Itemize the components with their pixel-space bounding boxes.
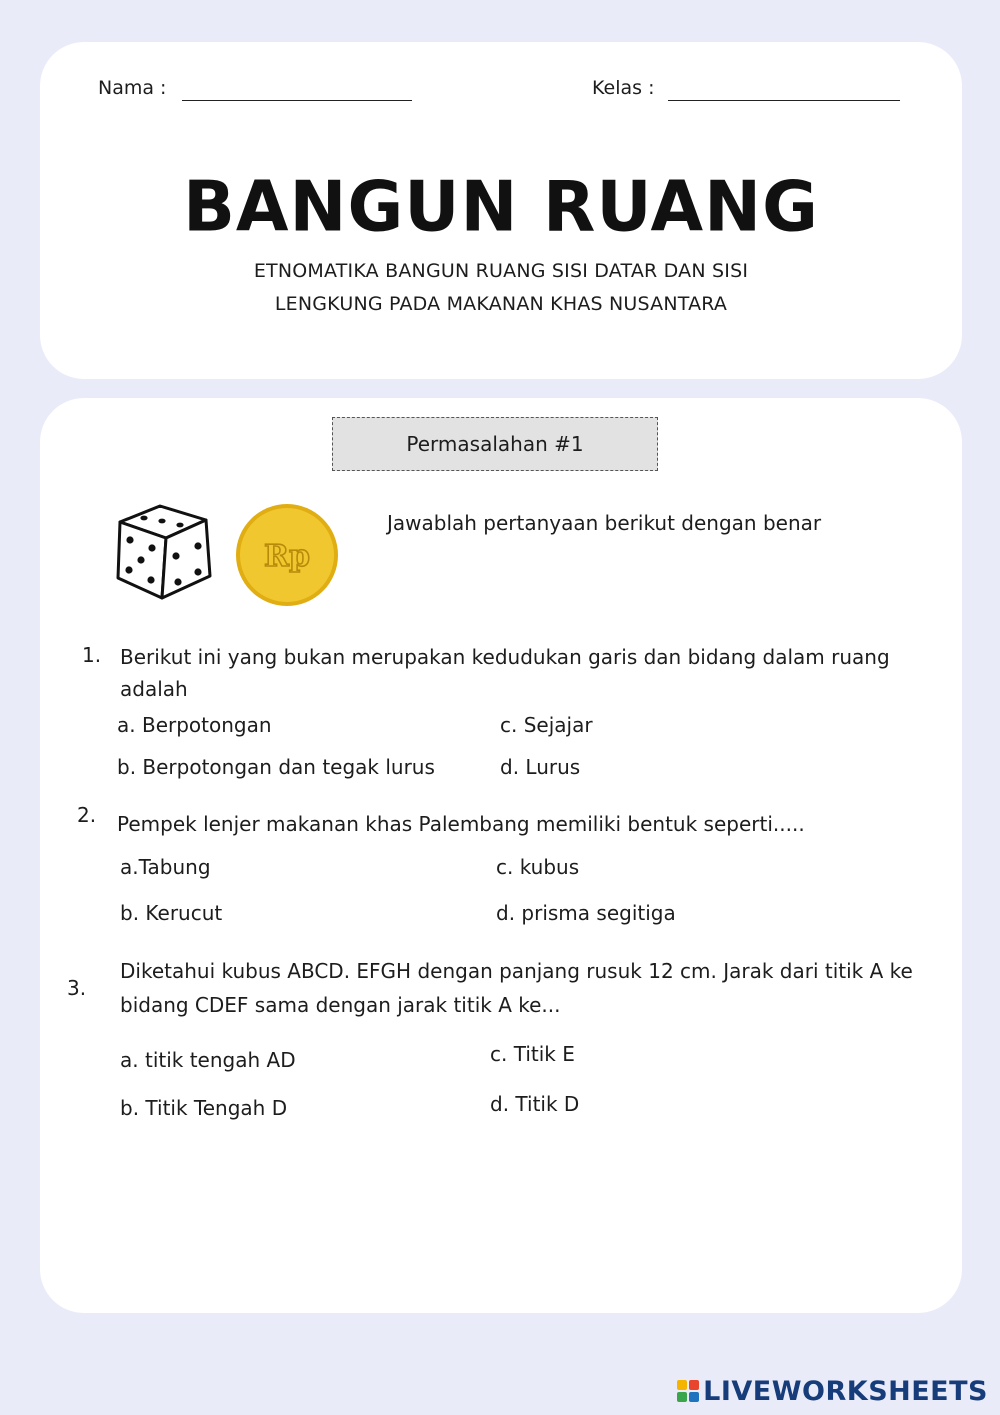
option-b[interactable]: b. Titik Tengah D	[120, 1096, 288, 1120]
logo-square	[689, 1380, 699, 1390]
nama-label: Nama :	[98, 77, 167, 99]
option-d[interactable]: d. prisma segitiga	[496, 901, 676, 925]
question-text-line-1: Berikut ini yang bukan merupakan kedudukan garis dan bidang dalam ruang	[120, 645, 890, 669]
instruction-text: Jawablah pertanyaan berikut dengan benar	[387, 511, 822, 535]
question-text-line-2: adalah	[120, 677, 188, 701]
question-number: 1.	[82, 643, 102, 667]
option-a[interactable]: a.Tabung	[120, 855, 211, 879]
option-c[interactable]: c. kubus	[496, 855, 580, 879]
question-text-line-2: bidang CDEF sama dengan jarak titik A ke...	[120, 993, 561, 1017]
section-label: Permasalahan #1	[406, 432, 584, 456]
subtitle-line-2: LENGKUNG PADA MAKANAN KHAS NUSANTARA	[274, 293, 728, 315]
option-d[interactable]: d. Titik D	[490, 1092, 580, 1116]
question-number: 3.	[67, 976, 87, 1000]
worksheet-card	[40, 398, 962, 1313]
header-card	[40, 42, 962, 379]
logo-square	[689, 1392, 699, 1402]
logo-square	[677, 1380, 687, 1390]
section-label-box	[332, 417, 658, 471]
dice-icon	[114, 500, 216, 604]
coin-text: Rp	[264, 539, 310, 574]
subtitle-line-1: ETNOMATIKA BANGUN RUANG SISI DATAR DAN SISI	[253, 260, 749, 282]
option-c[interactable]: c. Titik E	[490, 1042, 575, 1066]
question-text-line-1: Diketahui kubus ABCD. EFGH dengan panjang rusuk 12 cm. Jarak dari titik A ke	[120, 959, 913, 983]
rupiah-coin-icon	[234, 502, 340, 608]
option-b[interactable]: b. Berpotongan dan tegak lurus	[117, 755, 435, 779]
kelas-input-line[interactable]	[668, 100, 900, 101]
option-d[interactable]: d. Lurus	[500, 755, 581, 779]
kelas-label: Kelas :	[592, 77, 655, 99]
option-a[interactable]: a. titik tengah AD	[120, 1048, 296, 1072]
liveworksheets-logo-icon	[677, 1380, 699, 1402]
page-title: BANGUN RUANG	[183, 167, 819, 248]
logo-square	[677, 1392, 687, 1402]
option-a[interactable]: a. Berpotongan	[117, 713, 272, 737]
brand-name: LIVEWORKSHEETS	[703, 1375, 988, 1407]
option-b[interactable]: b. Kerucut	[120, 901, 223, 925]
question-text-line-1: Pempek lenjer makanan khas Palembang memiliki bentuk seperti.....	[117, 812, 805, 836]
nama-input-line[interactable]	[182, 100, 412, 101]
liveworksheets-logo[interactable]	[677, 1376, 988, 1406]
option-c[interactable]: c. Sejajar	[500, 713, 593, 737]
question-number: 2.	[77, 803, 97, 827]
